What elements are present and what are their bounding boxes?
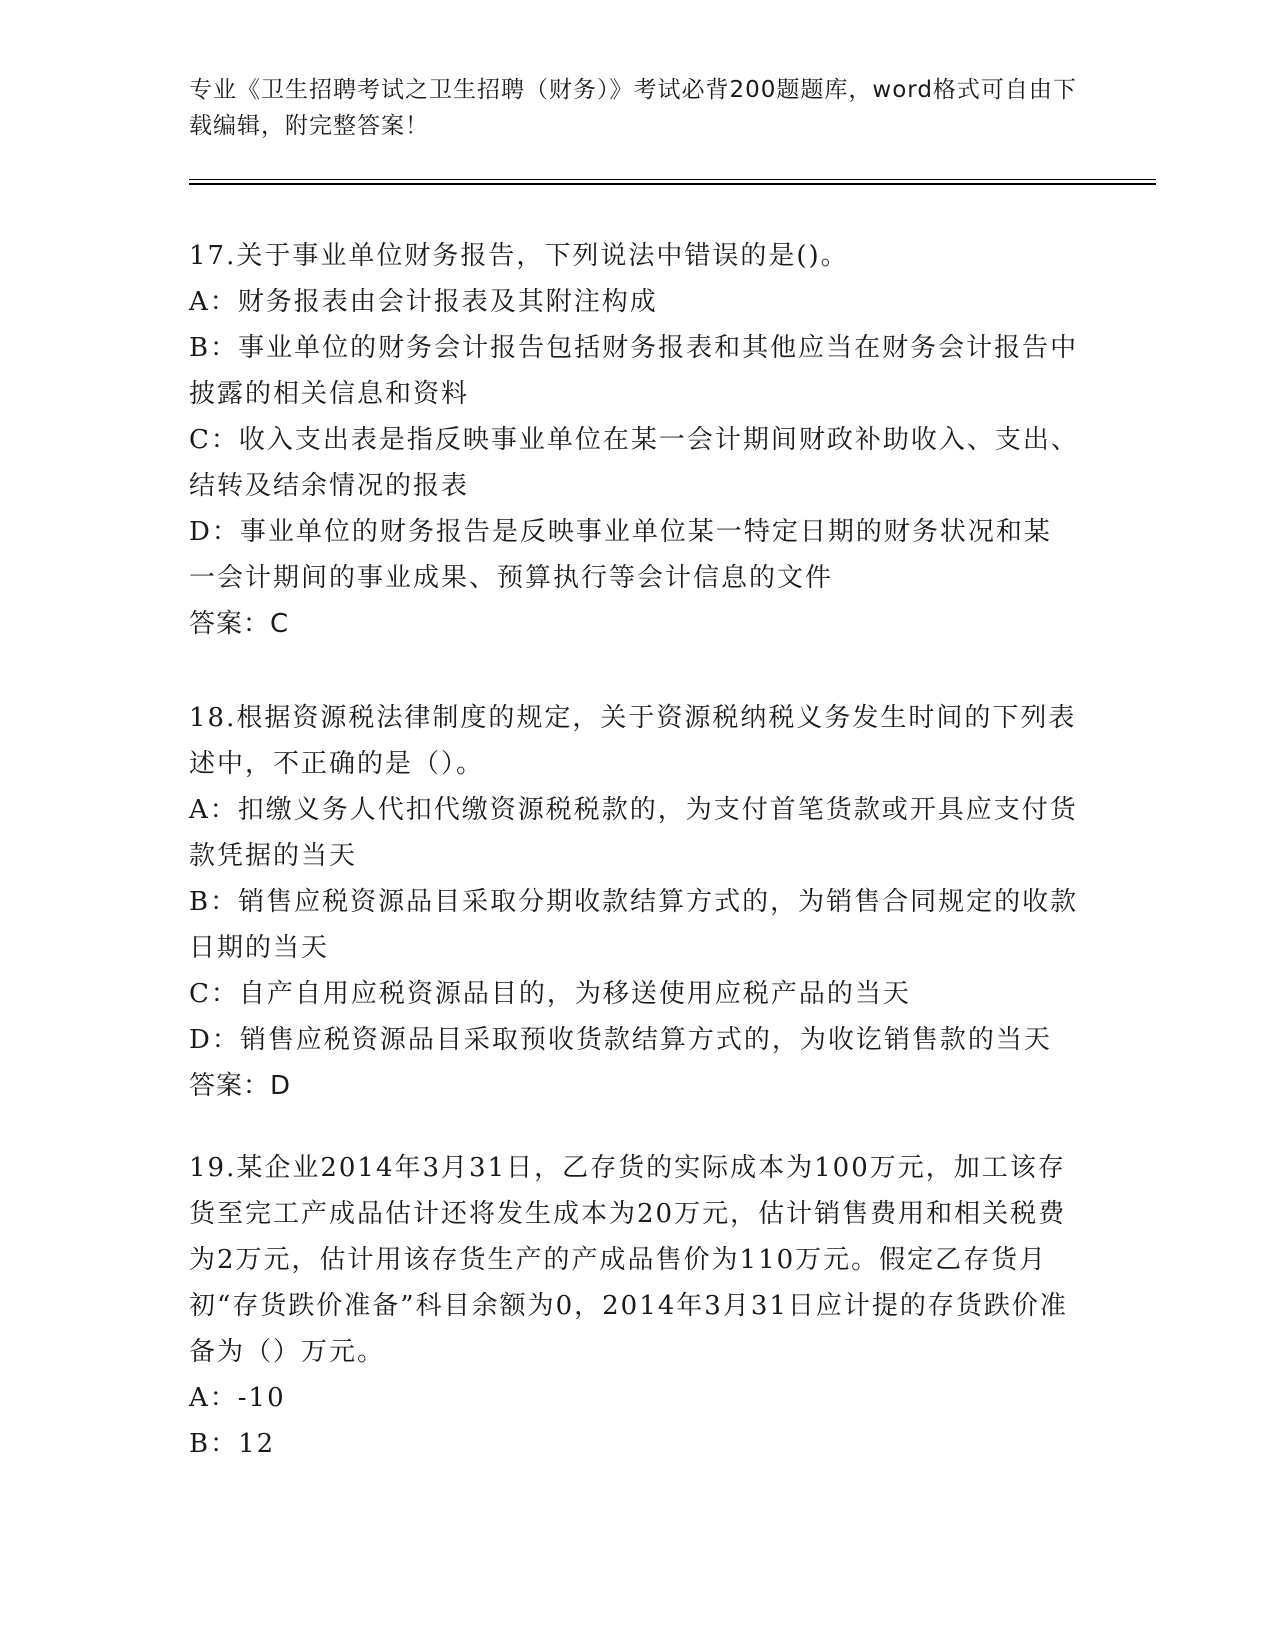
option-a: A：-10	[189, 1383, 286, 1413]
option-a: A：扣缴义务人代扣代缴资源税税款的，为支付首笔货款或开具应支付货款凭据的当天	[189, 795, 1078, 871]
question-stem: 17.关于事业单位财务报告，下列说法中错误的是()。	[189, 241, 849, 271]
answer-label: 答案：C	[189, 609, 290, 639]
header-divider-thin	[189, 179, 1156, 180]
option-a: A：财务报表由会计报表及其附注构成	[189, 287, 658, 317]
option-b: B：12	[189, 1429, 276, 1459]
answer-label: 答案：D	[189, 1071, 292, 1101]
header-divider-thick	[189, 183, 1156, 185]
option-c: C：收入支出表是指反映事业单位在某一会计期间财政补助收入、支出、结转及结余情况的报表	[189, 425, 1079, 501]
question-stem: 19.某企业2014年3月31日，乙存货的实际成本为100万元，加工该存货至完工产成品估计还将发生成本为20万元，估计销售费用和相关税费为2万元，估计用该存货生产的产成品售价为110万元。假定乙存货月初“存货跌价准备”科目余额为0，2014年3月31日应计提的存货跌价准备为（）万元。	[189, 1153, 1068, 1367]
question-18	[189, 695, 1079, 1109]
option-c: C：自产自用应税资源品目的，为移送使用应税产品的当天	[189, 979, 911, 1009]
option-d: D：事业单位的财务报告是反映事业单位某一特定日期的财务状况和某一会计期间的事业成果、预算执行等会计信息的文件	[189, 517, 1052, 593]
question-stem: 18.根据资源税法律制度的规定，关于资源税纳税义务发生时间的下列表述中，不正确的是（）。	[189, 703, 1077, 779]
option-b: B：事业单位的财务会计报告包括财务报表和其他应当在财务会计报告中披露的相关信息和资料	[189, 333, 1079, 409]
option-d: D：销售应税资源品目采取预收货款结算方式的，为收讫销售款的当天	[189, 1025, 1052, 1055]
question-17	[189, 233, 1079, 647]
option-b: B：销售应税资源品目采取分期收款结算方式的，为销售合同规定的收款日期的当天	[189, 887, 1079, 963]
document-header: 专业《卫生招聘考试之卫生招聘（财务）》考试必背200题题库，word格式可自由下载编辑，附完整答案！	[189, 77, 1077, 139]
question-19	[189, 1145, 1079, 1467]
